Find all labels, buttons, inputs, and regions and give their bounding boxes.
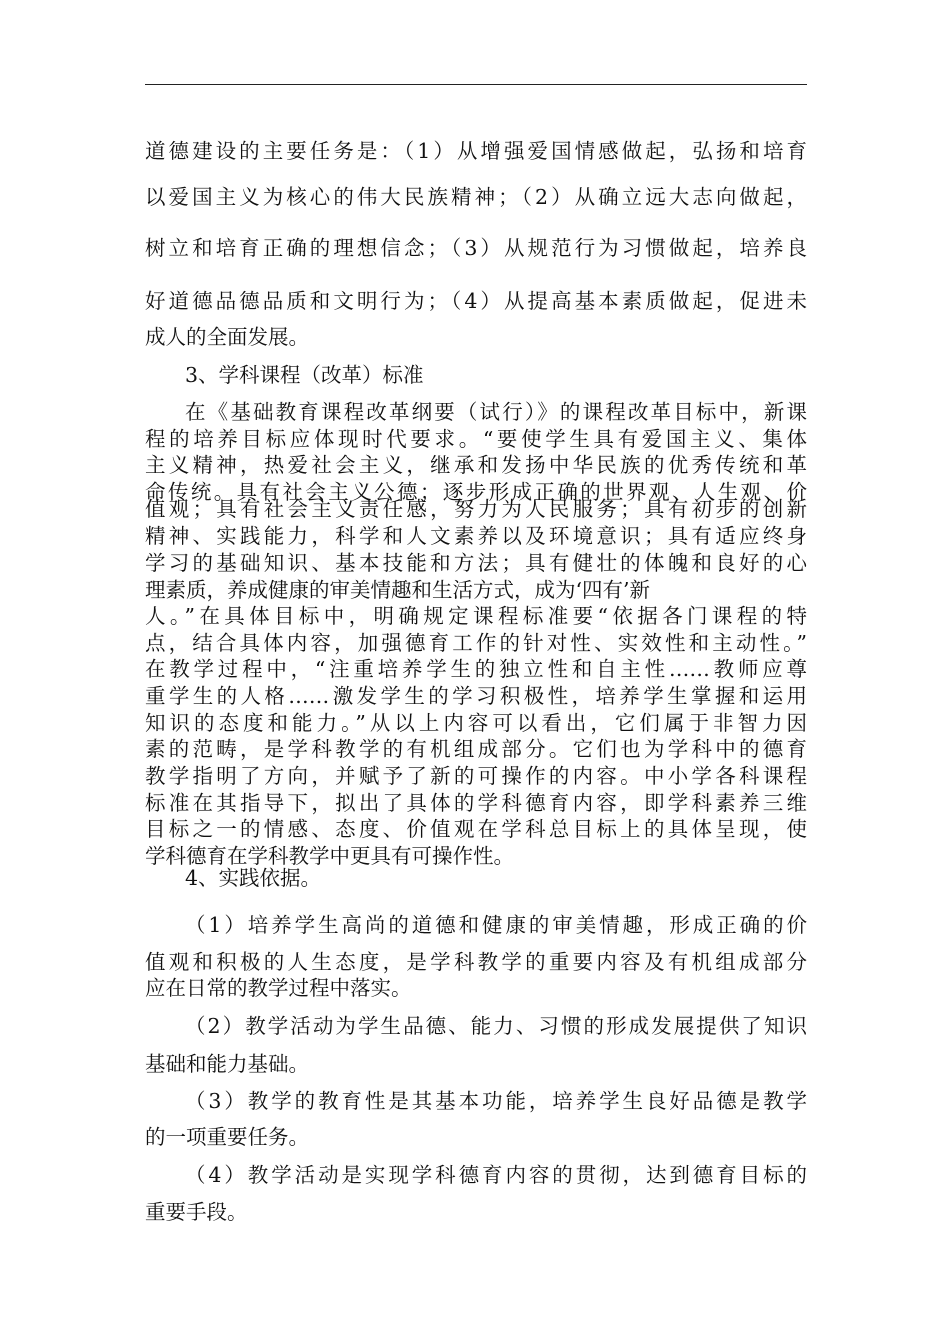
- text-line: 重学生的人格……激发学生的学习积极性，培养学生掌握和运用: [145, 684, 807, 708]
- text-line: 素的范畴，是学科教学的有机组成部分。它们也为学科中的德育: [145, 737, 807, 761]
- text-line: 好道德品德品质和文明行为；（4）从提高基本素质做起，促进未: [145, 289, 807, 313]
- text-line: （3）教学的教育性是其基本功能，培养学生良好品德是教学: [185, 1089, 807, 1113]
- text-line: 值观；具有社会主义责任感，努力为人民服务；具有初步的创新: [145, 497, 807, 521]
- text-line: 在《基础教育课程改革纲要（试行）》的课程改革目标中，新课: [185, 400, 807, 424]
- text-line: 人。”在具体目标中，明确规定课程标准要“依据各门课程的特: [145, 604, 807, 628]
- text-line: 基础和能力基础。: [145, 1052, 309, 1076]
- section-heading: 4、实践依据。: [185, 866, 322, 890]
- text-line: 值观和积极的人生态度，是学科教学的重要内容及有机组成部分: [145, 950, 807, 974]
- text-line: 重要手段。: [145, 1200, 248, 1224]
- text-line: 学科德育在学科教学中更具有可操作性。: [145, 844, 514, 868]
- text-line: 应在日常的教学过程中落实。: [145, 976, 412, 1000]
- text-line: 命传统。具有社会主义公德；逐步形成正确的世界观、人生观、价: [145, 480, 807, 504]
- text-line: 成人的全面发展。: [145, 325, 309, 349]
- text-line: 标准在其指导下，拟出了具体的学科德育内容，即学科素养三维: [145, 791, 807, 815]
- text-line: （4）教学活动是实现学科德育内容的贯彻，达到德育目标的: [185, 1163, 807, 1187]
- text-line: 的一项重要任务。: [145, 1125, 309, 1149]
- text-line: 精神、实践能力，科学和人文素养以及环境意识；具有适应终身: [145, 524, 807, 548]
- header-rule: [145, 84, 807, 85]
- text-line: （1）培养学生高尚的道德和健康的审美情趣，形成正确的价: [185, 913, 807, 937]
- text-line: 树立和培育正确的理想信念；（3）从规范行为习惯做起，培养良: [145, 236, 807, 260]
- text-line: 道德建设的主要任务是：（1）从增强爱国情感做起，弘扬和培育: [145, 139, 807, 163]
- text-line: 程的培养目标应体现时代要求。“要使学生具有爱国主义、集体: [145, 427, 807, 451]
- text-line: 学习的基础知识、基本技能和方法；具有健壮的体魄和良好的心: [145, 551, 807, 575]
- text-line: 知识的态度和能力。”从以上内容可以看出，它们属于非智力因: [145, 711, 807, 735]
- text-line: 目标之一的情感、态度、价值观在学科总目标上的具体呈现，使: [145, 817, 807, 841]
- section-heading: 3、学科课程（改革）标准: [185, 363, 424, 387]
- text-line: （2）教学活动为学生品德、能力、习惯的形成发展提供了知识: [185, 1014, 807, 1038]
- text-line: 点，结合具体内容，加强德育工作的针对性、实效性和主动性。”: [145, 631, 807, 655]
- text-line: 在教学过程中，“注重培养学生的独立性和自主性……教师应尊: [145, 657, 807, 681]
- text-line: 教学指明了方向，并赋予了新的可操作的内容。中小学各科课程: [145, 764, 807, 788]
- text-line: 主义精神，热爱社会主义，继承和发扬中华民族的优秀传统和革: [145, 453, 807, 477]
- text-line: 理素质，养成健康的审美情趣和生活方式，成为‘四有’新: [145, 578, 651, 602]
- text-line: 以爱国主义为核心的伟大民族精神；（2）从确立远大志向做起，: [145, 185, 807, 209]
